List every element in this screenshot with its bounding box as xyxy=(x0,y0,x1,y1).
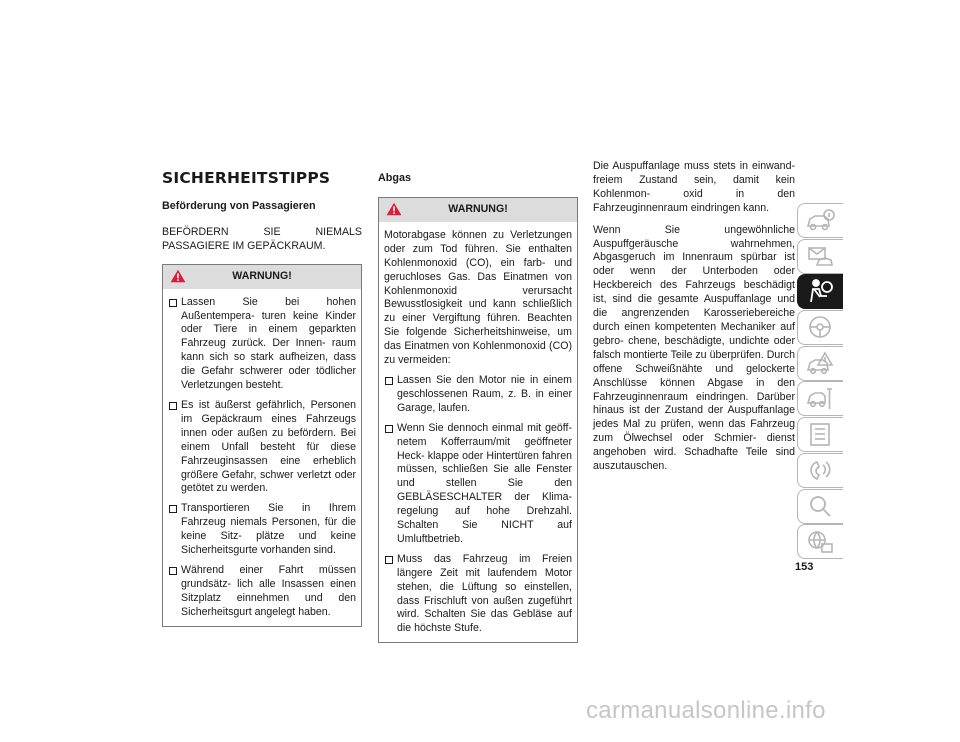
left-column xyxy=(162,169,362,627)
warning-label: WARNUNG! xyxy=(232,269,292,282)
tab-car-mail[interactable] xyxy=(797,239,843,274)
car-mail-icon xyxy=(805,243,835,270)
subheading-exhaust: Abgas xyxy=(378,172,411,184)
list-item: Wenn Sie dennoch einmal mit geöff- netem Kofferraum/mit geöffneter Heck- klappe oder Hintertüren fahren müssen, schließen Sie alle Fenster und stellen Sie den GEBLÄSESCHALTER der Klima- regelung auf hohe Drehzahl. Schalten Sie NICHT auf Umluftbetrieb. xyxy=(384,422,572,547)
tab-service[interactable] xyxy=(797,381,843,416)
warning-triangle-icon xyxy=(170,269,186,283)
middle-column xyxy=(378,172,578,643)
tab-specifications[interactable] xyxy=(797,417,843,452)
right-column xyxy=(593,160,795,482)
tab-driving[interactable] xyxy=(797,310,843,345)
subheading-passengers: Beförderung von Passagieren xyxy=(162,199,316,212)
tab-multimedia[interactable] xyxy=(797,453,843,488)
list-item: Während einer Fahrt müssen grundsätz- lich alle Insassen einen Sitzplatz einnehmen und den Sicherheitsgurt angelegt haben. xyxy=(168,564,356,620)
car-warning-icon xyxy=(805,350,835,377)
warning-lead-text: Motorabgase können zu Verletzungen oder zum Tod führen. Sie enthalten Kohlenmonoxid (CO), ein farb- und geruchloses Gas. Das Einatmen von Kohlenmonoxid verursacht Bewusstlosigkeit und kann schließlich zu einer Vergiftung führen. Beachten Sie folgende Sicherheitshinweise, um das Einatmen von Kohlenmonoxid (CO) zu vermeiden: xyxy=(384,228,572,367)
warning-box-exhaust xyxy=(378,197,578,643)
seatbelt-airbag-icon xyxy=(805,278,835,305)
steering-wheel-icon xyxy=(805,314,835,341)
warning-triangle-icon xyxy=(386,202,402,216)
body-paragraph: Die Auspuffanlage muss stets in einwand- freiem Zustand sein, damit kein Kohlenmon- oxid in den Fahrzeuginnenraum eindringen kann. xyxy=(593,160,795,214)
checklist-icon xyxy=(805,421,835,448)
tab-safety[interactable] xyxy=(797,274,843,309)
tab-languages[interactable] xyxy=(797,524,843,559)
body-paragraph: Wenn Sie ungewöhnliche Auspuffgeräusche wahrnehmen, Abgasgeruch im Innenraum spürbar ist oder wenn der Unterboden oder Heckbereich des Fahrzeugs beschädigt ist, sind die gesamte Auspuffanlage und die angrenzenden Karosseriebereiche durch einen kompetenten Mechaniker auf gebro- chene, beschädigte, undichte oder falsch montierte Teile zu überprüfen. Durch offene Schweißnähte und gelockerte Anschlüsse können Abgase in den Fahrzeuginnenraum eindringen. Darüber hinaus ist der Zustand der Auspuffanlage jedes Mal zu prüfen, wenn das Fahrzeug zum Ölwechsel oder Schmier- dienst angehoben wird. Schadhafte Teile sind auszutauschen. xyxy=(593,223,795,473)
warning-label: WARNUNG! xyxy=(448,202,508,215)
car-info-icon xyxy=(805,207,835,234)
warning-box-passengers xyxy=(162,264,362,627)
chapter-tabs xyxy=(797,203,843,560)
list-item: Lassen Sie den Motor nie in einem geschlossenen Raum, z. B. in einer Garage, laufen. xyxy=(384,374,572,416)
page-number: 153 xyxy=(795,561,814,573)
tab-index[interactable] xyxy=(797,489,843,524)
languages-icon xyxy=(805,528,835,555)
list-item: Transportieren Sie in Ihrem Fahrzeug niemals Personen, für die keine Sitz- plätze und keine Sicherheitsgurte vorhanden sind. xyxy=(168,502,356,558)
search-icon xyxy=(805,493,835,520)
warning-list xyxy=(384,374,572,636)
list-item: Lassen Sie bei hohen Außentempera- turen keine Kinder oder Tiere in einem geparkten Fahrzeug zurück. Der Innen- raum kann sich so stark aufheizen, dass die Gefahr schwerer oder tödlicher Verletzungen besteht. xyxy=(168,296,356,393)
warning-header xyxy=(379,198,577,222)
watermark: carmanualsonline.info xyxy=(586,697,826,724)
tab-car-info[interactable] xyxy=(797,203,843,238)
multimedia-icon xyxy=(805,457,835,484)
tab-emergency[interactable] xyxy=(797,346,843,381)
warning-header xyxy=(163,265,361,289)
warning-body xyxy=(379,222,577,642)
list-item: Es ist äußerst gefährlich, Personen im Gepäckraum eines Fahrzeugs innen oder außen zu befördern. Bei einem Unfall besteht für diese Fahrzeuginsassen eine erheblich größere Gefahr, schwer verletzt oder getötet zu werden. xyxy=(168,399,356,496)
car-service-icon xyxy=(805,385,835,412)
list-item: Muss das Fahrzeug im Freien längere Zeit mit laufendem Motor stehen, die Lüftung so einstellen, dass Frischluft von außen zugeführt wird. Schalten Sie das Gebläse auf die höchste Stufe. xyxy=(384,553,572,636)
section-title: SICHERHEITSTIPPS xyxy=(162,169,331,187)
intro-text: BEFÖRDERN SIE NIEMALS PASSAGIERE IM GEPÄCKRAUM. xyxy=(162,225,362,252)
warning-list xyxy=(168,296,356,620)
warning-body xyxy=(163,289,361,626)
